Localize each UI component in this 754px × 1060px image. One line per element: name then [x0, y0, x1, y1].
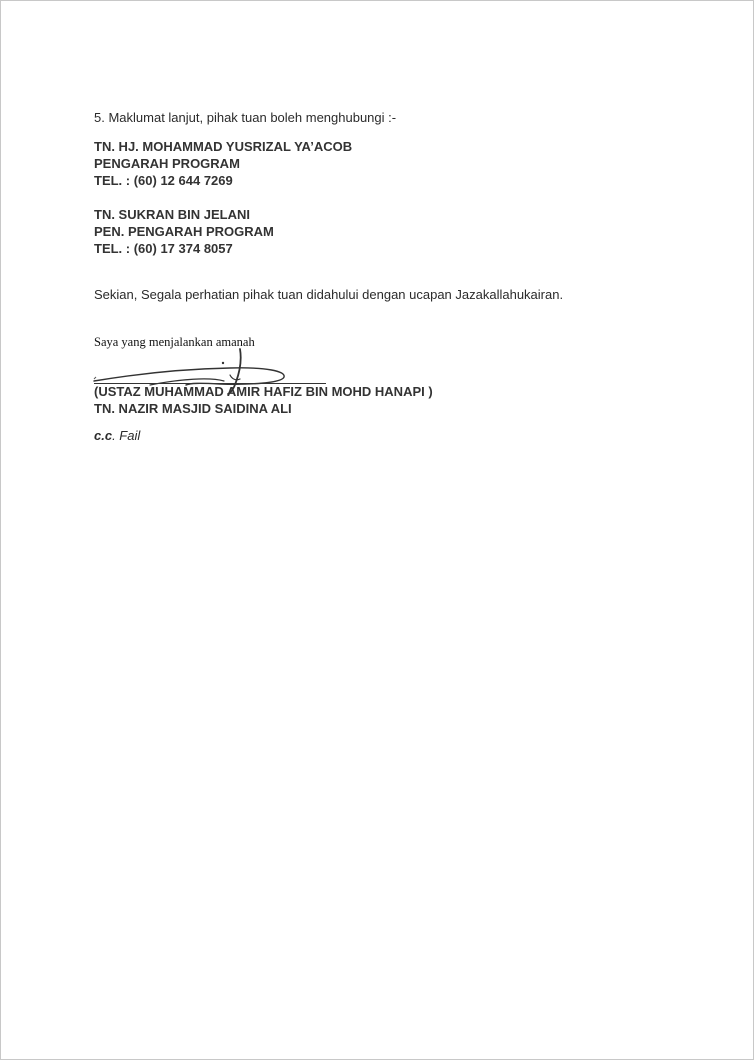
- contact-block-1: [94, 138, 694, 189]
- carbon-copy: [94, 427, 694, 444]
- contact-block-2: [94, 206, 694, 257]
- contact-role: PEN. PENGARAH PROGRAM: [94, 224, 274, 239]
- sender-name: (USTAZ MUHAMMAD AMIR HAFIZ BIN MOHD HANAPI ): [94, 384, 433, 399]
- cc-label: c.c: [94, 428, 113, 443]
- contact-name: TN. HJ. MOHAMMAD YUSRIZAL YA’ACOB: [94, 139, 353, 154]
- paragraph-5: 5. Maklumat lanjut, pihak tuan boleh menghubungi :-: [94, 110, 397, 125]
- contact-tel: TEL. : (60) 12 644 7269: [94, 173, 233, 188]
- sender-title: TN. NAZIR MASJID SAIDINA ALI: [94, 401, 292, 416]
- contact-name: TN. SUKRAN BIN JELANI: [94, 207, 251, 222]
- cc-value: . Fail: [112, 428, 141, 443]
- closing-statement: Sekian, Segala perhatian pihak tuan didahului dengan ucapan Jazakallahukairan.: [94, 287, 564, 302]
- sender-block: [94, 383, 694, 417]
- letter-body: [94, 109, 694, 444]
- contact-role: PENGARAH PROGRAM: [94, 156, 240, 171]
- contact-tel: TEL. : (60) 17 374 8057: [94, 241, 233, 256]
- sender-intro: Saya yang menjalankan amanah: [94, 335, 255, 349]
